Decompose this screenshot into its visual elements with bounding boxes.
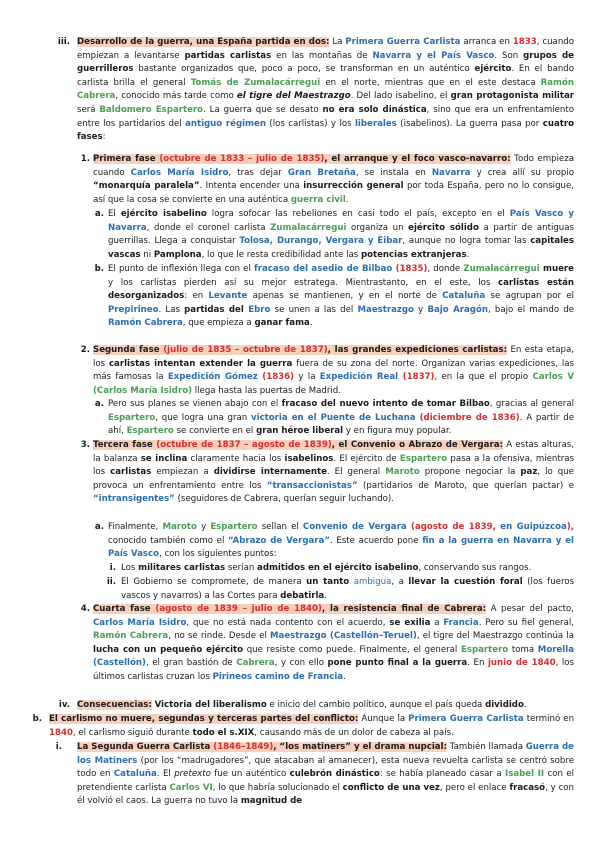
list-roman: i. — [55, 742, 62, 752]
text-run: . — [309, 318, 313, 329]
text-run: carlistas intentan extender la guerra — [108, 358, 293, 369]
text-run: , lo que le resta credibilidad ante las — [201, 249, 361, 260]
text-run: Maroto — [385, 467, 420, 478]
text-run: Navarra — [431, 167, 471, 178]
text-run: e inicio del cambio político, aunque el país queda — [266, 700, 486, 710]
text-run: paz — [520, 467, 538, 478]
text-run: El punto de inflexión llega con el — [108, 264, 254, 274]
text-run: se agrupan por el — [485, 291, 575, 302]
text-run: Victoria del liberalismo — [154, 700, 267, 710]
second-war-paragraph — [77, 741, 574, 809]
phase-1b-paragraph — [108, 263, 574, 331]
text-run: , el Convenio o Abrazo de Vergara: — [331, 440, 503, 450]
text-run: , que empieza a — [182, 318, 255, 329]
text-run: , lo que habría solucionado el — [212, 782, 343, 793]
text-run: se unen a las del — [270, 304, 358, 315]
text-run: . Las — [158, 304, 185, 315]
text-run: , conservando sus rangos. — [418, 563, 532, 573]
section-heading: Consecuencias: — [77, 700, 152, 710]
text-run: ni — [140, 249, 154, 260]
list-number: 3. — [80, 440, 90, 450]
text-run: Levante — [208, 291, 248, 302]
text-run: . El — [156, 769, 175, 780]
text-run: terminó en — [523, 714, 575, 724]
text-run: Tolosa, Durango, Vergara y Éibar — [239, 236, 403, 247]
text-run: , donde el coronel carlista — [146, 222, 271, 233]
text-run: Ramón Cabrera — [108, 318, 183, 329]
text-run: : se había planeado casar a — [379, 769, 506, 780]
text-run: capitales vascas — [108, 236, 574, 260]
text-run: Cataluña — [113, 769, 157, 780]
text-run: arranca en — [460, 37, 513, 47]
text-run: ejército isabelino — [120, 209, 207, 219]
text-run: , lo que provoca un enfrentamiento entre los — [93, 467, 574, 491]
text-run: , conocido más tarde como — [115, 91, 237, 102]
text-run: . — [343, 671, 346, 682]
text-run: apenas se mantienen, y en el norte de — [247, 291, 443, 302]
text-run: militares carlistas — [138, 563, 226, 573]
text-run: Espartero — [399, 453, 448, 464]
text-run: junio de 1840 — [487, 658, 556, 669]
text-run: Francia — [443, 617, 479, 628]
list-letter: a. — [94, 209, 104, 219]
text-run: (1836) — [257, 372, 295, 383]
text-run: grupos de guerrilleros — [77, 50, 574, 75]
text-run: será — [77, 104, 100, 115]
text-run: (agosto de 1839 – julio de 1840) — [150, 604, 322, 614]
text-run: todo el s.XIX — [192, 727, 255, 738]
text-run: A estas alturas, la balanza — [93, 440, 574, 464]
text-run: , la resistencia final de Cabrera: — [321, 604, 487, 614]
text-run: . Intenta encender una — [199, 181, 304, 192]
text-run: se exilia — [389, 617, 431, 628]
text-run: gran protagonista militar — [450, 91, 575, 102]
text-run: (seguidores de Cabrera, querían seguir luchando). — [174, 494, 395, 505]
text-run: Prepirineo — [108, 304, 159, 315]
text-run: empiezan a — [151, 467, 214, 478]
text-run: en el norte, mientras que en el este destaca — [320, 77, 541, 88]
text-run: organiza un — [346, 222, 409, 233]
text-run: . En — [467, 658, 488, 669]
text-run: El Gobierno se compromete, de manera — [121, 577, 307, 587]
text-run: País Vasco y Navarra — [108, 209, 574, 233]
text-run: , gracias al general — [489, 399, 574, 409]
text-run: pretexto — [174, 769, 211, 780]
text-run: gran héroe liberal — [256, 426, 344, 437]
text-run: fracaso del asedio de Bilbao — [254, 264, 393, 274]
text-run: ejército — [474, 64, 512, 75]
text-run: “intransigentes” — [93, 494, 175, 505]
text-run: , sino que era un enfrentamiento entre los partidarios del — [77, 104, 574, 129]
text-run: , bajo el mando de — [487, 304, 575, 315]
text-run: fracasó — [509, 782, 546, 793]
phase-3a-ii-paragraph — [121, 576, 574, 603]
text-run: (los fueros vascos y navarros) a las Cortes para — [121, 577, 575, 601]
list-roman: ii. — [106, 577, 116, 587]
text-run: Cabrera — [236, 658, 275, 669]
text-run: Espartero — [210, 522, 258, 532]
text-run: carlistas — [110, 467, 152, 478]
text-run: fracaso del nuevo intento de tomar Bilbao — [281, 399, 490, 409]
text-run: guerra civil — [290, 194, 346, 205]
text-run: , a — [391, 577, 409, 587]
text-run: Primera Guerra Carlista — [408, 714, 524, 724]
text-run: . Son — [494, 50, 524, 61]
text-run: Carlos María Isidro — [130, 167, 229, 178]
text-run: , el gran bastión de — [145, 658, 237, 669]
text-run: fuera de su zona del norte. Organizan varias expediciones, las más famosas la — [93, 358, 574, 383]
text-run: , el arranque y el foco vasco-navarro: — [324, 154, 511, 164]
text-run: , se instala en — [355, 167, 432, 178]
text-run: fin a la guerra en Navarra y el País Vasco — [108, 535, 574, 560]
text-run: (octubre de 1833 – julio de 1835) — [155, 154, 325, 164]
text-run: . — [523, 700, 527, 710]
text-run: , y con ello — [274, 658, 328, 669]
text-run: Carlos V (Carlos María Isidro) — [93, 372, 575, 396]
text-run: . — [345, 194, 349, 205]
text-run: carlistas están desorganizados — [108, 277, 575, 302]
text-run: (julio de 1835 – octubre de 1837) — [159, 345, 328, 355]
phase-4-paragraph — [93, 603, 574, 685]
text-run: La — [329, 37, 346, 47]
text-run: Ebro — [248, 304, 271, 315]
text-run: “Abrazo de Vergara” — [228, 535, 330, 546]
text-run: ambigua — [353, 577, 392, 587]
text-run: Pero sus planes se vienen abajo con el — [108, 399, 282, 409]
text-run: , no se rinde. Desde el — [168, 631, 270, 642]
text-run: potencias extranjeras — [360, 249, 467, 260]
text-run: por toda España, pero no lo consigue, así que la cosa se convierte en una auténtica — [93, 181, 574, 205]
text-run: “monarquía paralela” — [93, 181, 200, 192]
text-run: (1846–1849) — [210, 742, 274, 752]
text-run: Ramón Cabrera — [77, 77, 574, 102]
text-run: logra sofocar las rebeliones en casi todo el país, excepto en el — [206, 209, 510, 219]
text-run: propone negociar la — [419, 467, 521, 478]
text-run: cuatro fases — [77, 118, 574, 143]
section-heading: Desarrollo de la guerra, una España partida en dos: — [77, 37, 330, 47]
text-run: (diciembre de 1836) — [415, 412, 520, 423]
text-run: no era solo dinástica — [322, 104, 427, 115]
text-run: Expedición Real — [319, 372, 399, 383]
text-run: Pamplona — [153, 249, 202, 260]
text-run: admitidos en el ejército isabelino — [257, 563, 419, 573]
text-run: muere — [539, 264, 574, 274]
text-run: Espartero — [126, 426, 174, 437]
section-heading — [77, 742, 447, 752]
phase-2a-paragraph — [108, 398, 574, 439]
text-run: A pesar del pacto, — [486, 604, 575, 614]
text-run: Cataluña — [442, 291, 486, 302]
text-run: antiguo régimen — [185, 118, 266, 129]
text-run: Gran Bretaña — [287, 167, 356, 178]
text-run: Carlos VI — [169, 782, 213, 793]
text-run: fue un auténtico — [210, 769, 290, 780]
text-run: se convierte en el — [173, 426, 257, 437]
text-run: y la — [294, 372, 320, 383]
text-run: pone punto final a la guerra — [327, 658, 468, 669]
text-run: que resiste como puede. Finalmente, el general — [243, 644, 461, 655]
text-run: También llamada — [446, 742, 526, 752]
text-run: 1840 — [49, 727, 73, 738]
text-run: isabelinos — [284, 453, 334, 464]
text-run: (1835) — [392, 264, 428, 274]
section-heading: El carlismo no muere, segundas y terceras partes del conflicto: — [49, 714, 359, 724]
text-run: Aunque la — [358, 714, 409, 724]
text-run: y crea allí su propio — [470, 167, 574, 178]
list-letter: a. — [94, 522, 104, 532]
consequences-paragraph — [77, 699, 574, 713]
text-run: , pero el enlace — [439, 782, 510, 793]
text-run: Guerra de los Matiners — [77, 742, 575, 766]
text-run: (isabelinos). La guerra pasa por — [396, 118, 543, 129]
phase-1-paragraph — [93, 153, 574, 207]
text-run: . A partir de ahí, — [108, 412, 575, 437]
carlism-continues-paragraph — [49, 713, 574, 740]
text-run: bastante organizados que, poco a poco, se transforman en un auténtico — [133, 64, 475, 75]
section-marker: iv. — [58, 700, 70, 710]
text-run: , en la que el propio — [434, 372, 533, 383]
text-run: , las grandes expediciones carlistas: — [327, 345, 508, 355]
text-run: Tomás de Zumalacárregui — [190, 77, 321, 88]
text-run: (octubre de 1837 – agosto de 1839) — [152, 440, 332, 450]
text-run: conocido también como el — [108, 535, 229, 546]
text-run: a partir de antiguas guerrillas. Llega a conquistar — [108, 222, 574, 247]
list-number: 1. — [80, 154, 90, 164]
text-run: . Pero su fiel general, — [478, 617, 574, 628]
text-run: llevar la cuestión foral — [408, 577, 523, 587]
list-roman: i. — [109, 563, 116, 573]
phase-3-paragraph — [93, 439, 574, 507]
text-run: . — [466, 249, 470, 260]
text-run: Todo empieza cuando — [93, 154, 575, 178]
text-run: en las montañas de — [271, 50, 373, 61]
phase-heading — [93, 440, 503, 450]
text-run: Espartero — [460, 644, 509, 655]
text-run: dividido — [485, 700, 524, 710]
text-run: (agosto de 1839, — [406, 522, 501, 532]
text-run: . En el bando carlista brilla el general — [77, 64, 574, 88]
text-run: liberales — [354, 118, 397, 129]
text-run: : en — [184, 291, 209, 302]
phase-3a-paragraph — [108, 521, 574, 562]
text-run: sellan el — [257, 522, 303, 532]
text-run: , “los matiners” y el drama nupcial: — [273, 742, 447, 752]
text-run: llega hasta las puertas de Madrid. — [192, 385, 341, 396]
text-run: ejército sólido — [408, 222, 479, 233]
text-run: partidas del — [184, 304, 249, 315]
phase-3a-i-paragraph — [121, 562, 574, 576]
text-run: victoria en el Puente de Luchana — [251, 412, 416, 423]
text-run: Navarra y el País Vasco — [372, 50, 495, 61]
text-run: Isabel II — [505, 769, 545, 780]
text-run: “transaccionistas” — [266, 480, 358, 491]
text-run: (partidarios de Maroto, que querían pactar) e — [357, 480, 574, 491]
text-run: Cuarta fase — [93, 604, 151, 614]
text-run: magnitud de — [240, 796, 303, 807]
text-run: Ramón Cabrera — [93, 631, 169, 642]
list-number: 4. — [80, 604, 90, 614]
list-number: 2. — [80, 345, 90, 355]
text-run: Maestrazgo (Castellón–Teruel) — [270, 631, 417, 642]
text-run: , cuando empiezan a levantarse — [77, 37, 574, 61]
text-run: El — [108, 209, 121, 219]
text-run: lucha con un pequeño ejército — [93, 644, 244, 655]
phase-heading — [93, 154, 511, 164]
text-run: el tigre del Maestrazgo — [236, 91, 351, 102]
text-run: conflicto de una vez — [342, 782, 440, 793]
text-run: . Este acuerdo pone — [330, 535, 423, 546]
list-letter: b. — [94, 264, 104, 274]
text-run: partidas carlistas — [184, 50, 272, 61]
text-run: Espartero — [108, 412, 156, 423]
text-run: , causando más de un dolor de cabeza al país. — [254, 727, 454, 738]
text-run: . — [324, 590, 327, 601]
section-marker: iii. — [57, 37, 70, 47]
text-run: : — [102, 132, 106, 143]
text-run: serían — [225, 563, 258, 573]
text-run: , que no está nada contento con el acuerdo, — [186, 617, 390, 628]
text-run: Bajo Aragón — [427, 304, 488, 315]
text-run: y — [413, 304, 428, 315]
text-run: Baldomero Espartero — [99, 104, 204, 115]
text-run: debatirla — [280, 590, 325, 601]
text-run: , aunque no logra tomar las — [402, 236, 531, 247]
list-letter: a. — [94, 399, 104, 409]
section-development-paragraph — [77, 36, 574, 145]
text-run: y en figura muy popular. — [343, 426, 452, 437]
text-run: Convenio de Vergara — [302, 522, 407, 532]
text-run: , los últimos carlistas cruzan los — [93, 658, 574, 682]
text-run: Pirineos camino de Francia — [212, 671, 344, 682]
text-run: pasa a la ofensiva, mientras los — [93, 453, 574, 478]
text-run: (los carlistas) y los — [265, 118, 355, 129]
text-run: insurrección general — [303, 181, 404, 192]
text-run: dividirse internamente — [213, 467, 327, 478]
text-run: . La guerra que se desato — [203, 104, 323, 115]
text-run: . Del lado isabelino, el — [350, 91, 451, 102]
text-run: culebrón dinástico — [289, 769, 380, 780]
text-run: (1837) — [398, 372, 435, 383]
section-letter: b. — [32, 714, 42, 724]
text-run: Carlos María Isidro — [93, 617, 187, 628]
text-run: claramente hacia los — [187, 453, 285, 464]
phase-heading — [93, 345, 507, 355]
text-run: Expedición Gómez — [167, 372, 258, 383]
text-run: y los carlistas pierden así su mejor estratega. Mientrastanto, en el este, los — [108, 277, 498, 288]
text-run: . El general — [326, 467, 386, 478]
phase-2-paragraph — [93, 344, 574, 398]
text-run: Morella (Castellón) — [93, 644, 574, 669]
text-run: ganar fama — [254, 318, 310, 329]
text-run: En esta etapa, los — [93, 345, 574, 369]
text-run: Tercera fase — [93, 440, 153, 450]
text-run: , el tigre del Maestrazgo continúa la — [416, 631, 575, 642]
text-run: Finalmente, — [108, 522, 163, 532]
text-run: Segunda fase — [93, 345, 160, 355]
text-run: Maestrazgo — [357, 304, 414, 315]
text-run: a — [430, 617, 444, 628]
text-run: Maroto — [162, 522, 197, 532]
text-run: Zumalacárregui — [270, 222, 347, 233]
text-run: , que logra una gran — [155, 412, 252, 423]
text-run: . El ejército de — [333, 453, 400, 464]
text-run: , donde — [427, 264, 464, 274]
phase-heading — [93, 604, 486, 614]
text-run: , y con él volvió el caos. La guerra no tuvo la — [77, 782, 574, 807]
text-run: en Guipúzcoa — [500, 522, 567, 532]
text-run: se inclina — [140, 453, 188, 464]
text-run: un tanto — [306, 577, 350, 587]
text-run: , con los siguientes puntos: — [159, 549, 277, 560]
text-run: , tras dejar — [228, 167, 288, 178]
text-run: , el carlismo siguió durante — [72, 727, 193, 738]
text-run: La Segunda Guerra Carlista — [77, 742, 211, 752]
text-run: (por los “madrugadores”, que atacaban al amanecer), esta nueva revuelta carlista se centró sobre todo en — [77, 755, 574, 780]
text-run: Zumalacárregui — [463, 264, 540, 274]
text-run: y — [196, 522, 211, 532]
text-run: Primera fase — [93, 154, 156, 164]
text-run: ), — [566, 522, 575, 532]
text-run: toma — [508, 644, 538, 655]
text-run: Primera Guerra Carlista — [345, 37, 461, 47]
text-run: con el pretendiente carlista — [77, 769, 574, 793]
text-run: Los — [121, 563, 139, 573]
phase-1a-paragraph — [108, 208, 574, 262]
text-run: 1833 — [512, 37, 537, 47]
